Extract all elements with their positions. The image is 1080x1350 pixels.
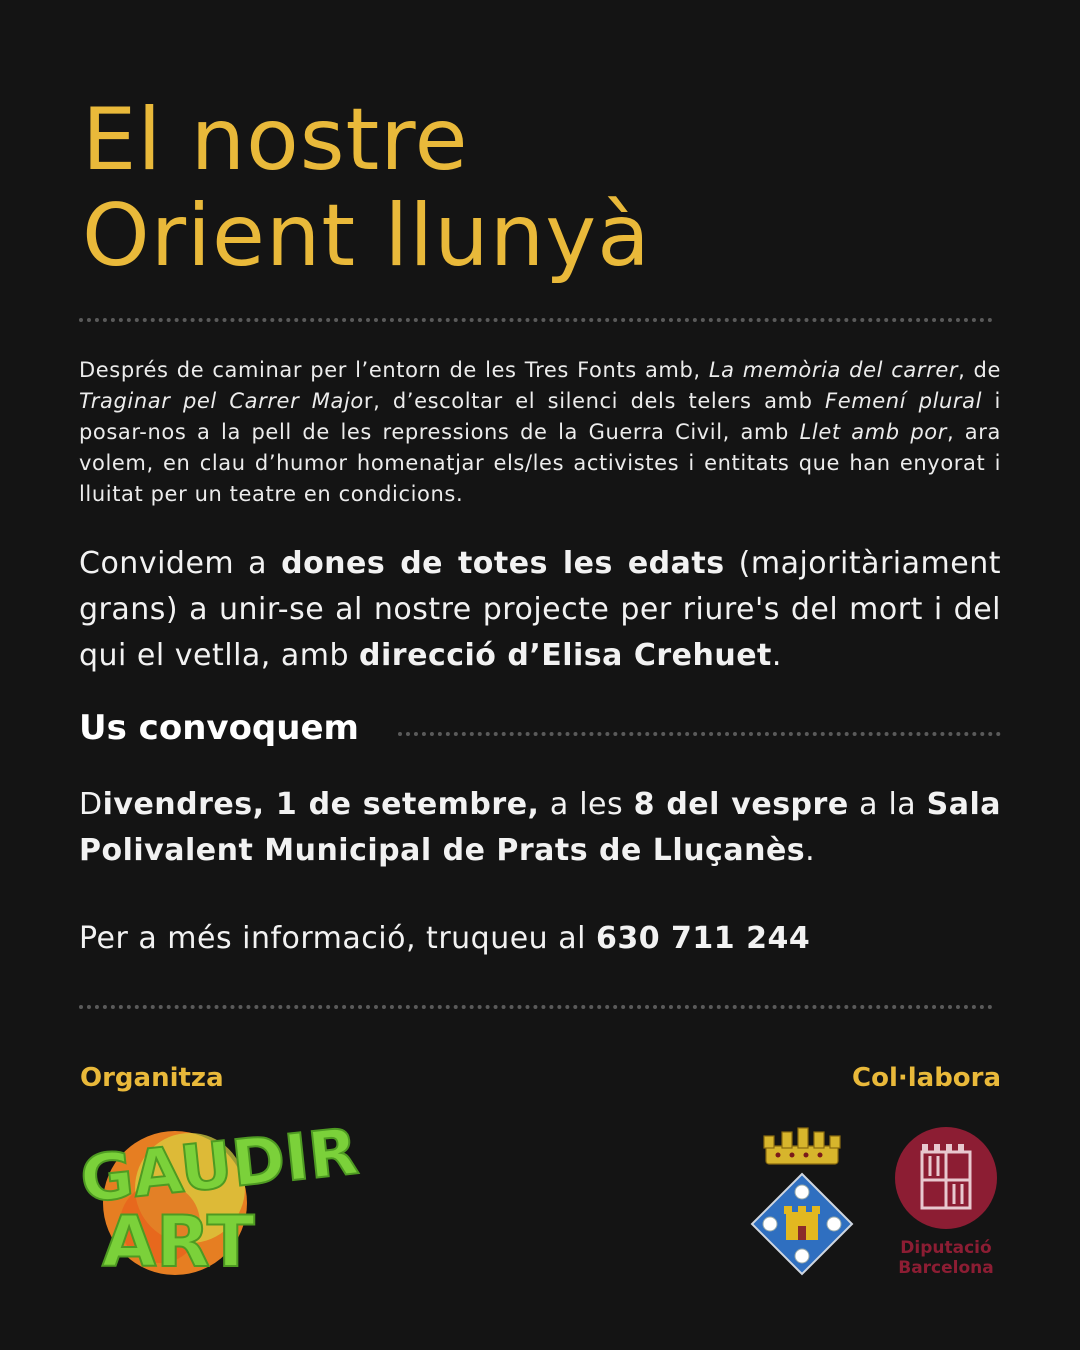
municipal-shield-logo (748, 1122, 856, 1284)
invite-paragraph (79, 541, 1001, 679)
intro-text: , ara volem, en clau d’humor homenatjar els/les activistes i entitats que han enyorat i lluitat per un teatre en condicions. (79, 420, 1001, 506)
svg-text:ART: ART (102, 1201, 255, 1283)
dotted-divider-bottom (79, 1005, 993, 1009)
event-details (79, 782, 1001, 874)
title-line-1: El nostre (82, 90, 469, 190)
title-line-2: Orient llunyà (82, 186, 651, 286)
contact-text: Per a més informació, truqueu al (79, 921, 596, 956)
intro-italic-title: Traginar pel Carrer Majo (79, 389, 364, 413)
section-heading: Us convoquem (79, 708, 359, 748)
diputacio-emblem-icon (894, 1126, 998, 1230)
gaudir-art-logo (77, 1115, 362, 1283)
intro-italic-title: Femení plural (825, 389, 983, 413)
intro-text: Després de caminar per l’entorn de les Tres Fonts amb, (79, 358, 709, 382)
intro-italic-title: La memòria del carrer (708, 358, 959, 382)
event-time: 8 del vespre (633, 787, 849, 822)
intro-italic-title: Llet amb por (799, 420, 947, 444)
intro-text: , de (958, 358, 1001, 382)
dotted-divider-top (79, 318, 993, 322)
intro-paragraph (79, 355, 1001, 510)
collaborator-label: Col·labora (852, 1063, 1002, 1093)
event-text: a les (539, 787, 634, 822)
diputacio-line-2: Barcelona (898, 1258, 994, 1278)
event-text: . (805, 833, 816, 868)
diputacio-line-1: Diputació (900, 1238, 992, 1258)
invite-text: . (771, 638, 782, 673)
dotted-divider-heading (398, 732, 1001, 736)
intro-text: i posar-nos a la pell de les repressions de la Guerra Civil, amb (79, 389, 1001, 444)
diputacio-barcelona-logo (890, 1126, 1002, 1278)
event-text: a la (848, 787, 927, 822)
intro-text: r, d’escoltar el silenci dels telers amb (363, 389, 826, 413)
svg-text:GAUDIR: GAUDIR (77, 1115, 362, 1218)
event-venue: Sala Polivalent Municipal de Prats de Lluçanès (79, 787, 1002, 868)
invite-text: Convidem a (79, 546, 282, 581)
invite-text: (majoritàriament grans) a unir-se al nostre projecte per riure's del mort i del qui el vetlla, amb (79, 546, 1001, 673)
invite-emphasis: dones de totes les edats (281, 546, 725, 581)
contact-info (79, 916, 810, 962)
event-text: D (79, 787, 103, 822)
organizer-label: Organitza (80, 1063, 224, 1093)
phone-number: 630 711 244 (595, 921, 811, 956)
event-date: ivendres, 1 de setembre, (102, 787, 540, 822)
poster-title (82, 92, 651, 284)
invite-emphasis: direcció d’Elisa Crehuet (359, 638, 772, 673)
